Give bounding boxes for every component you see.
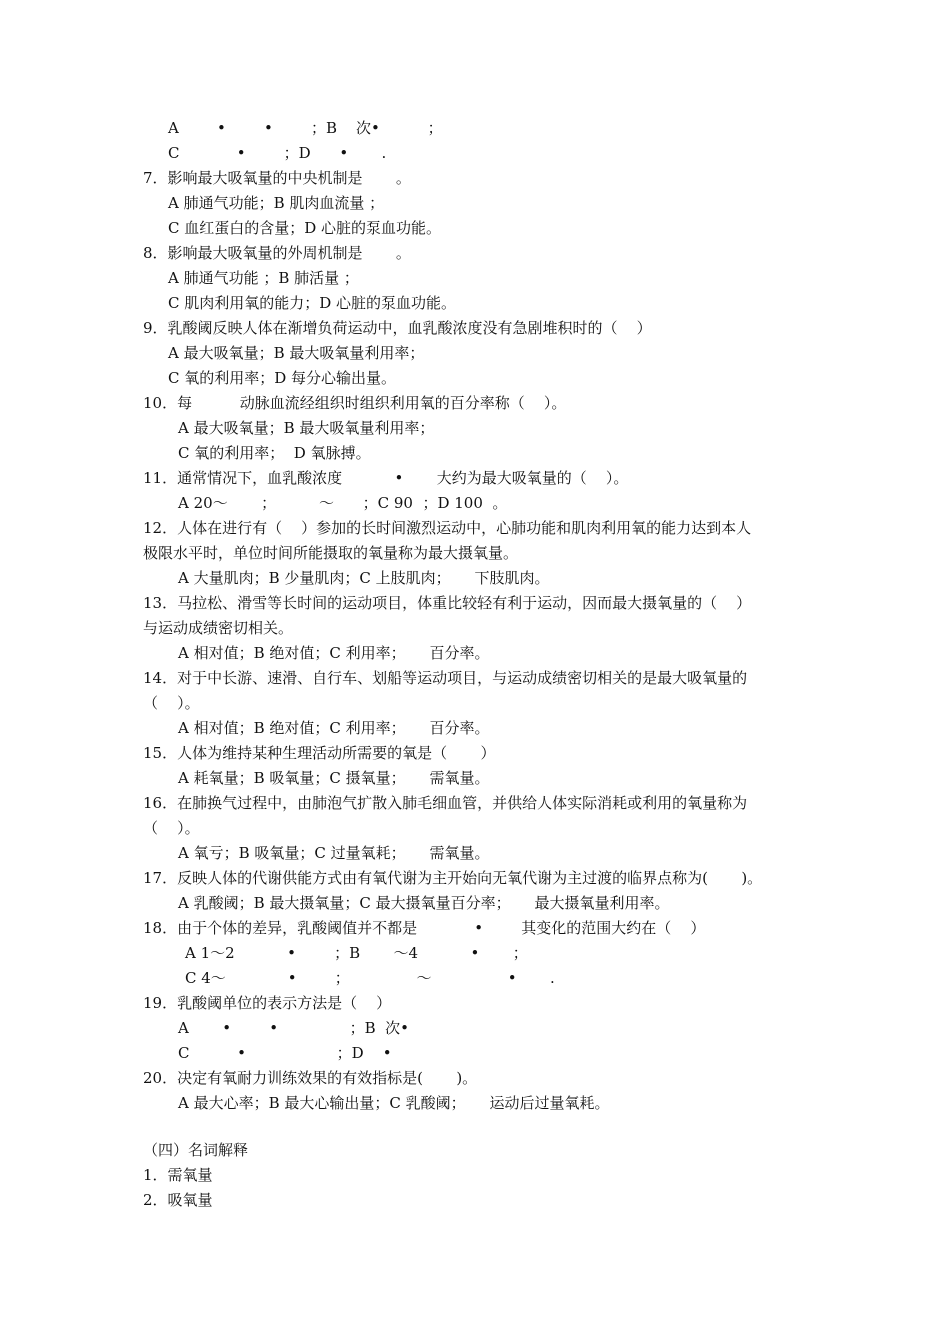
q20-options: A 最大心率；B 最大心输出量；C 乳酸阈； 运动后过量氧耗。 bbox=[178, 1094, 610, 1112]
q9-options-cd: C 氧的利用率；D 每分心输出量。 bbox=[168, 369, 397, 387]
q19-options-cd: C • ；D • bbox=[178, 1044, 392, 1062]
q8-options-ab: A 肺通气功能 ；B 肺活量 ； bbox=[168, 269, 359, 287]
q7-stem: 7．影响最大吸氧量的中央机制是 。 bbox=[143, 169, 411, 187]
q18-options-cd: C 4～ • ； ～ • . bbox=[185, 969, 555, 987]
q16-options: A 氧亏；B 吸氧量；C 过量氧耗； 需氧量。 bbox=[178, 844, 490, 862]
q15-options: A 耗氧量；B 吸氧量；C 摄氧量； 需氧量。 bbox=[178, 769, 490, 787]
q19-options-ab: A • • ；B 次• bbox=[178, 1019, 409, 1037]
term-2: 2．吸氧量 bbox=[143, 1191, 213, 1209]
q18-options-ab: A 1～2 • ；B ～4 • ； bbox=[185, 944, 528, 962]
q9-options-ab: A 最大吸氧量；B 最大吸氧量利用率； bbox=[168, 344, 425, 362]
q9-stem: 9．乳酸阈反映人体在渐增负荷运动中，血乳酸浓度没有急剧堆积时的（ ） bbox=[143, 319, 652, 337]
q18-stem: 18．由于个体的差异，乳酸阈值并不都是 • 其变化的范围大约在（ ） bbox=[143, 919, 706, 937]
q6-options-cd: C • ；D • . bbox=[168, 144, 387, 162]
q16-stem: 16．在肺换气过程中，由肺泡气扩散入肺毛细血管，并供给人体实际消耗或利用的氧量称为 bbox=[143, 794, 748, 812]
q16-stem-cont: （ ）。 bbox=[143, 819, 200, 837]
section-heading-terms: （四）名词解释 bbox=[143, 1141, 249, 1159]
q19-stem: 19．乳酸阈单位的表示方法是（ ） bbox=[143, 994, 392, 1012]
q13-stem-cont: 与运动成绩密切相关。 bbox=[143, 619, 294, 637]
q7-options-cd: C 血红蛋白的含量；D 心脏的泵血功能。 bbox=[168, 219, 442, 237]
q12-options: A 大量肌肉；B 少量肌肉；C 上肢肌肉； 下肢肌肉。 bbox=[178, 569, 550, 587]
q17-stem: 17．反映人体的代谢供能方式由有氧代谢为主开始向无氧代谢为主过渡的临界点称为( )。 bbox=[143, 869, 763, 887]
q14-stem-cont: （ ）。 bbox=[143, 694, 200, 712]
q20-stem: 20．决定有氧耐力训练效果的有效指标是( )。 bbox=[143, 1069, 478, 1087]
q10-stem: 10．每 动脉血流经组织时组织利用氧的百分率称（ ）。 bbox=[143, 394, 567, 412]
q11-stem: 11．通常情况下，血乳酸浓度 • 大约为最大吸氧量的（ ）。 bbox=[143, 469, 629, 487]
q13-stem: 13．马拉松、滑雪等长时间的运动项目，体重比较轻有利于运动，因而最大摄氧量的（ ） bbox=[143, 594, 752, 612]
term-1: 1．需氧量 bbox=[143, 1166, 213, 1184]
q12-stem: 12．人体在进行有（ ）参加的长时间激烈运动中，心肺功能和肌肉利用氧的能力达到本人 bbox=[143, 519, 752, 537]
q11-options: A 20～ ； ～ ；C 90 ；D 100 。 bbox=[178, 494, 508, 512]
q17-options: A 乳酸阈；B 最大摄氧量；C 最大摄氧量百分率； 最大摄氧量利用率。 bbox=[178, 894, 670, 912]
q13-options: A 相对值；B 绝对值；C 利用率； 百分率。 bbox=[178, 644, 490, 662]
q6-options-ab: A • • ；B 次• ； bbox=[168, 119, 443, 137]
q8-options-cd: C 肌肉利用氧的能力；D 心脏的泵血功能。 bbox=[168, 294, 457, 312]
q14-stem: 14．对于中长游、速滑、自行车、划船等运动项目，与运动成绩密切相关的是最大吸氧量的 bbox=[143, 669, 748, 687]
q7-options-ab: A 肺通气功能；B 肌肉血流量 ； bbox=[168, 194, 385, 212]
q10-options-cd: C 氧的利用率； D 氧脉搏。 bbox=[178, 444, 371, 462]
q15-stem: 15．人体为维持某种生理活动所需要的氧是（ ） bbox=[143, 744, 496, 762]
q8-stem: 8．影响最大吸氧量的外周机制是 。 bbox=[143, 244, 411, 262]
q10-options-ab: A 最大吸氧量；B 最大吸氧量利用率； bbox=[178, 419, 435, 437]
q12-stem-cont: 极限水平时，单位时间所能摄取的氧量称为最大摄氧量。 bbox=[143, 544, 519, 562]
q14-options: A 相对值；B 绝对值；C 利用率； 百分率。 bbox=[178, 719, 490, 737]
